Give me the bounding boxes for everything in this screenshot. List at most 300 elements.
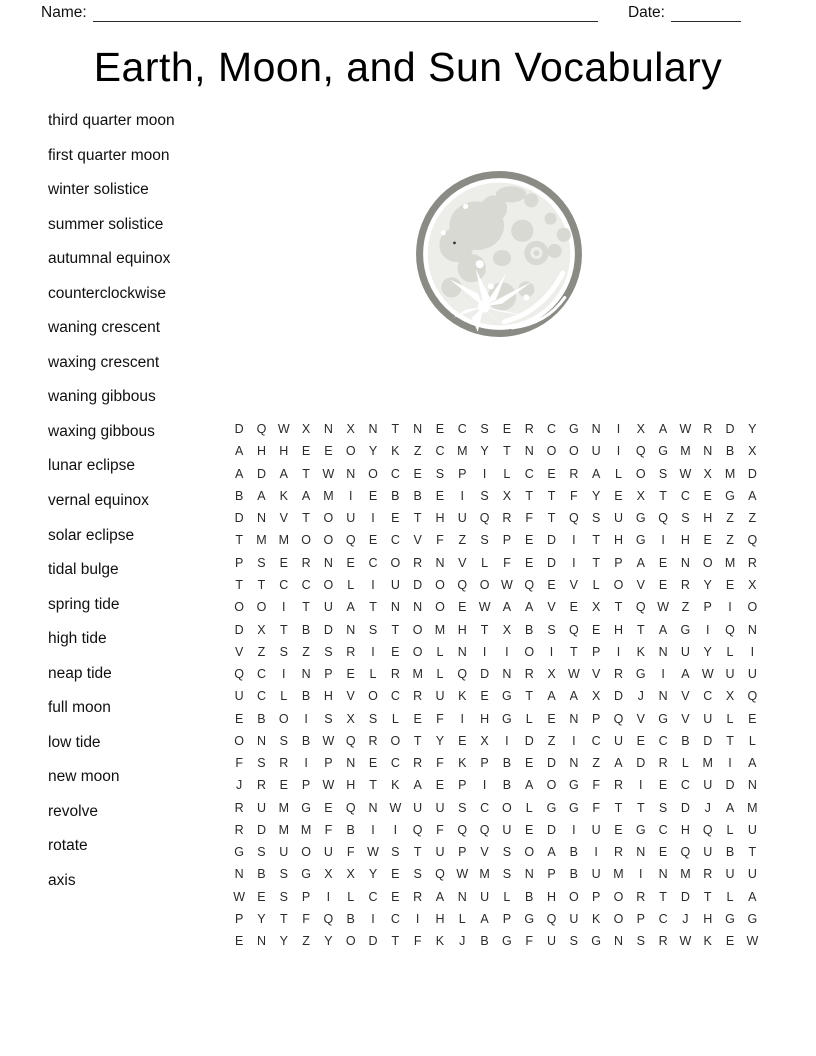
grid-cell: O <box>323 577 334 592</box>
grid-cell: E <box>435 422 445 437</box>
grid-cell: I <box>572 555 576 570</box>
grid-cell: Z <box>726 511 734 526</box>
grid-cell: E <box>636 733 645 748</box>
grid-cell: A <box>435 889 445 904</box>
grid-cell: R <box>413 889 423 904</box>
grid-cell: A <box>658 622 668 637</box>
grid-cell: C <box>680 778 690 793</box>
grid-cell: D <box>725 778 735 793</box>
grid-cell: G <box>546 800 557 815</box>
grid-cell: I <box>639 867 643 882</box>
grid-cell: R <box>368 733 378 748</box>
grid-cell: V <box>681 689 690 704</box>
grid-cell: P <box>614 555 623 570</box>
grid-cell: T <box>480 622 489 637</box>
grid-cell: E <box>257 889 266 904</box>
grid-cell: I <box>460 488 465 503</box>
grid-cell: C <box>591 733 601 748</box>
grid-cell: N <box>680 555 690 570</box>
grid-cell: B <box>525 622 534 637</box>
grid-cell: X <box>346 867 355 882</box>
grid-cell: U <box>725 867 735 882</box>
grid-cell: W <box>679 466 692 481</box>
grid-cell: S <box>324 644 333 659</box>
grid-cell: N <box>346 466 356 481</box>
grid-cell: T <box>369 600 377 615</box>
grid-cell: C <box>368 555 378 570</box>
grid-cell: Q <box>323 911 334 926</box>
grid-cell: R <box>658 934 668 949</box>
grid-cell: E <box>435 778 445 793</box>
grid-cell: U <box>680 644 690 659</box>
grid-cell: O <box>301 845 311 860</box>
grid-cell: X <box>502 622 512 637</box>
grid-cell: O <box>635 466 646 481</box>
grid-cell: C <box>658 822 668 837</box>
grid-cell: X <box>748 444 757 459</box>
grid-cell: V <box>681 711 690 726</box>
grid-cell: N <box>747 778 757 793</box>
grid-cell: A <box>502 600 512 615</box>
grid-cell: B <box>569 867 579 882</box>
grid-cell: T <box>257 577 266 592</box>
grid-cell: I <box>728 600 732 615</box>
grid-cell: W <box>701 667 714 682</box>
grid-cell: V <box>480 845 489 860</box>
grid-cell: A <box>569 689 579 704</box>
grid-cell: D <box>368 934 378 949</box>
grid-cell: E <box>569 600 579 615</box>
grid-cell: F <box>436 533 444 548</box>
grid-cell: U <box>413 800 423 815</box>
grid-cell: E <box>458 733 467 748</box>
grid-cell: Q <box>457 667 468 682</box>
grid-cell: P <box>458 466 467 481</box>
grid-cell: Q <box>725 622 735 637</box>
grid-cell: A <box>658 422 668 437</box>
grid-cell: C <box>390 533 400 548</box>
grid-cell: Y <box>748 422 757 437</box>
grid-cell: O <box>234 600 245 615</box>
grid-cell: E <box>279 555 288 570</box>
grid-cell: G <box>747 911 758 926</box>
grid-cell: Q <box>234 667 245 682</box>
grid-cell: A <box>614 756 623 771</box>
grid-cell: O <box>390 555 401 570</box>
grid-cell: N <box>502 667 512 682</box>
date-blank-line <box>671 7 741 22</box>
grid-cell: P <box>301 889 311 904</box>
grid-cell: N <box>323 555 333 570</box>
grid-cell: E <box>346 555 355 570</box>
grid-cell: I <box>482 644 487 659</box>
grid-cell: K <box>435 934 445 949</box>
grid-cell: E <box>279 778 288 793</box>
grid-cell: I <box>304 756 308 771</box>
word-item: winter solistice <box>48 181 149 199</box>
grid-cell: X <box>725 689 735 704</box>
grid-cell: C <box>480 800 490 815</box>
grid-cell: B <box>525 889 534 904</box>
grid-cell: Q <box>747 689 758 704</box>
grid-cell: M <box>680 444 691 459</box>
grid-cell: M <box>724 466 736 481</box>
grid-cell: X <box>547 667 556 682</box>
grid-cell: L <box>347 889 355 904</box>
grid-cell: S <box>324 711 333 726</box>
grid-cell: U <box>390 577 400 592</box>
grid-cell: M <box>278 822 289 837</box>
word-item: waning gibbous <box>48 388 156 406</box>
grid-cell: O <box>368 466 378 481</box>
grid-cell: U <box>279 845 289 860</box>
word-item: waxing gibbous <box>48 422 155 440</box>
grid-cell: W <box>367 845 379 860</box>
grid-cell: L <box>726 711 734 726</box>
grid-cell: D <box>256 822 266 837</box>
grid-cell: I <box>348 488 353 503</box>
grid-cell: E <box>458 600 467 615</box>
grid-cell: I <box>572 822 576 837</box>
grid-cell: W <box>277 422 290 437</box>
grid-cell: Y <box>591 488 601 503</box>
grid-cell: G <box>658 711 668 726</box>
grid-cell: O <box>613 911 624 926</box>
grid-cell: T <box>570 644 578 659</box>
grid-cell: I <box>371 644 375 659</box>
grid-cell: M <box>747 800 758 815</box>
grid-cell: P <box>458 778 467 793</box>
grid-cell: Z <box>748 511 757 526</box>
word-item: rotate <box>48 837 88 855</box>
grid-cell: E <box>324 800 333 815</box>
grid-cell: A <box>547 689 556 704</box>
grid-cell: I <box>371 822 375 837</box>
grid-cell: E <box>547 466 556 481</box>
grid-cell: N <box>413 422 423 437</box>
grid-cell: R <box>636 889 646 904</box>
grid-cell: F <box>235 756 243 771</box>
grid-cell: R <box>680 577 690 592</box>
grid-cell: S <box>368 622 378 637</box>
grid-cell: T <box>659 488 667 503</box>
grid-cell: Y <box>368 444 378 459</box>
grid-cell: S <box>480 488 489 503</box>
grid-cell: L <box>436 644 444 659</box>
word-item: neap tide <box>48 664 112 682</box>
grid-cell: U <box>747 667 757 682</box>
grid-cell: H <box>435 511 445 526</box>
grid-cell: F <box>570 488 578 503</box>
grid-cell: E <box>658 845 668 860</box>
grid-cell: I <box>661 667 665 682</box>
grid-cell: H <box>703 911 713 926</box>
grid-cell: C <box>390 466 400 481</box>
grid-cell: S <box>480 422 489 437</box>
grid-cell: E <box>391 889 400 904</box>
grid-cell: F <box>346 845 355 860</box>
grid-cell: D <box>547 555 557 570</box>
grid-cell: O <box>435 577 445 592</box>
grid-cell: S <box>368 711 378 726</box>
word-item: first quarter moon <box>48 146 170 164</box>
grid-cell: I <box>371 511 375 526</box>
grid-cell: B <box>301 622 311 637</box>
grid-cell: B <box>391 488 400 503</box>
grid-cell: W <box>322 466 335 481</box>
grid-cell: R <box>524 422 534 437</box>
grid-cell: C <box>658 733 668 748</box>
grid-cell: D <box>524 733 534 748</box>
word-item: high tide <box>48 630 107 648</box>
grid-cell: E <box>413 711 422 726</box>
grid-cell: F <box>592 800 600 815</box>
grid-cell: Z <box>592 756 600 771</box>
word-list <box>48 111 175 906</box>
grid-cell: U <box>613 733 623 748</box>
grid-cell: Q <box>680 845 691 860</box>
word-item: waning crescent <box>48 319 161 337</box>
grid-cell: C <box>279 577 289 592</box>
grid-cell: R <box>524 667 534 682</box>
grid-cell: P <box>324 667 333 682</box>
grid-cell: T <box>302 600 310 615</box>
grid-cell: X <box>324 867 333 882</box>
grid-cell: V <box>234 644 244 659</box>
grid-cell: H <box>323 689 333 704</box>
grid-cell: O <box>524 644 535 659</box>
name-label: Name: <box>41 4 87 21</box>
grid-cell: L <box>481 555 489 570</box>
grid-cell: A <box>234 444 244 459</box>
grid-cell: T <box>614 600 623 615</box>
grid-cell: N <box>636 845 646 860</box>
grid-cell: S <box>279 867 288 882</box>
grid-cell: S <box>591 511 601 526</box>
grid-cell: K <box>458 689 467 704</box>
grid-cell: T <box>302 511 310 526</box>
grid-cell: Y <box>703 644 712 659</box>
grid-cell: O <box>546 444 557 459</box>
grid-cell: F <box>525 934 534 949</box>
grid-cell: S <box>279 889 288 904</box>
grid-cell: B <box>413 488 422 503</box>
grid-cell: N <box>435 555 445 570</box>
grid-cell: N <box>346 622 356 637</box>
grid-cell: U <box>346 511 356 526</box>
grid-cell: X <box>748 577 757 592</box>
grid-cell: T <box>391 622 400 637</box>
crater-ring-dot <box>533 250 539 256</box>
grid-cell: S <box>547 622 556 637</box>
grid-cell: S <box>257 845 266 860</box>
grid-cell: W <box>567 667 580 682</box>
grid-cell: R <box>613 667 623 682</box>
grid-cell: Z <box>726 533 734 548</box>
grid-cell: G <box>524 911 535 926</box>
grid-cell: A <box>748 488 757 503</box>
grid-cell: U <box>703 845 713 860</box>
grid-cell: R <box>502 511 512 526</box>
grid-cell: W <box>679 934 692 949</box>
grid-cell: W <box>501 577 513 592</box>
grid-cell: E <box>748 711 757 726</box>
grid-cell: D <box>256 466 266 481</box>
grid-cell: V <box>279 511 288 526</box>
grid-cell: L <box>525 800 533 815</box>
grid-cell: E <box>725 577 735 592</box>
grid-cell: Y <box>324 934 333 949</box>
grid-cell: Q <box>702 822 713 837</box>
grid-cell: Q <box>568 622 579 637</box>
grid-cell: E <box>413 466 422 481</box>
grid-cell: L <box>748 733 756 748</box>
grid-cell: O <box>368 689 378 704</box>
word-item: low tide <box>48 733 101 751</box>
grid-cell: U <box>591 822 601 837</box>
grid-cell: S <box>257 756 266 771</box>
grid-cell: T <box>659 889 667 904</box>
grid-cell: E <box>614 488 623 503</box>
grid-cell: T <box>636 800 645 815</box>
word-item: vernal equinox <box>48 492 149 510</box>
grid-cell: I <box>616 422 621 437</box>
word-item: summer solistice <box>48 215 164 233</box>
grid-cell: L <box>347 577 355 592</box>
grid-cell: U <box>703 711 713 726</box>
grid-cell: B <box>257 867 266 882</box>
grid-cell: P <box>591 889 601 904</box>
grid-cell: R <box>747 555 757 570</box>
grid-cell: U <box>435 689 445 704</box>
grid-cell: D <box>680 800 690 815</box>
word-item: solar eclipse <box>48 526 135 544</box>
grid-cell: A <box>547 845 556 860</box>
grid-cell: M <box>434 622 446 637</box>
grid-cell: Q <box>412 822 423 837</box>
grid-cell: U <box>569 911 579 926</box>
word-item: axis <box>48 872 76 890</box>
grid-cell: H <box>613 533 623 548</box>
grid-cell: Q <box>256 422 267 437</box>
grid-cell: K <box>391 778 400 793</box>
grid-cell: E <box>525 555 534 570</box>
grid-cell: L <box>436 667 444 682</box>
grid-cell: C <box>703 689 713 704</box>
grid-cell: B <box>346 911 355 926</box>
grid-cell: X <box>636 422 645 437</box>
grid-cell: E <box>658 778 668 793</box>
grid-cell: L <box>726 889 734 904</box>
grid-cell: P <box>502 533 512 548</box>
grid-cell: Y <box>480 444 489 459</box>
grid-cell: I <box>616 444 621 459</box>
grid-cell: X <box>346 422 355 437</box>
grid-cell: I <box>661 533 665 548</box>
grid-cell: O <box>256 600 267 615</box>
word-item: lunar eclipse <box>48 457 136 475</box>
grid-cell: M <box>702 756 713 771</box>
grid-cell: H <box>680 533 690 548</box>
grid-cell: H <box>703 511 713 526</box>
grid-cell: O <box>412 622 423 637</box>
grid-cell: L <box>458 911 466 926</box>
grid-cell: H <box>547 889 557 904</box>
grid-cell: T <box>547 488 556 503</box>
header <box>41 4 741 25</box>
grid-cell: F <box>592 778 600 793</box>
grid-cell: O <box>323 511 334 526</box>
grid-cell: O <box>435 600 445 615</box>
grid-cell: Y <box>435 733 445 748</box>
grid-cell: B <box>301 689 311 704</box>
grid-cell: O <box>278 711 289 726</box>
grid-cell: O <box>502 800 512 815</box>
grid-cell: D <box>547 756 557 771</box>
grid-cell: X <box>301 422 311 437</box>
grid-cell: J <box>704 800 711 815</box>
grid-cell: U <box>435 800 445 815</box>
word-item: counterclockwise <box>48 284 167 302</box>
grid-cell: I <box>594 845 598 860</box>
grid-cell: O <box>568 444 579 459</box>
grid-cell: S <box>658 466 668 481</box>
grid-cell: E <box>391 644 400 659</box>
grid-cell: U <box>502 822 512 837</box>
grid-cell: E <box>391 511 400 526</box>
grid-cell: I <box>482 466 487 481</box>
grid-cell: V <box>458 555 467 570</box>
grid-cell: E <box>591 622 601 637</box>
grid-cell: F <box>324 822 333 837</box>
grid-cell: Q <box>613 711 624 726</box>
grid-cell: G <box>635 533 646 548</box>
page-title: Earth, Moon, and Sun Vocabulary <box>93 44 723 90</box>
grid-cell: G <box>502 711 512 726</box>
grid-cell: I <box>460 711 465 726</box>
grid-cell: C <box>435 444 445 459</box>
grid-cell: G <box>301 800 311 815</box>
grid-cell: W <box>657 600 669 615</box>
grid-cell: Z <box>681 600 690 615</box>
grid-cell: Q <box>435 867 445 882</box>
grid-cell: S <box>413 867 422 882</box>
grid-cell: V <box>569 577 579 592</box>
grid-cell: T <box>391 934 400 949</box>
grid-cell: O <box>412 644 423 659</box>
grid-cell: N <box>413 600 423 615</box>
grid-cell: G <box>635 822 646 837</box>
grid-cell: I <box>282 600 286 615</box>
grid-cell: N <box>457 644 467 659</box>
grid-cell: N <box>747 622 757 637</box>
grid-cell: C <box>680 488 690 503</box>
grid-cell: R <box>613 778 623 793</box>
grid-cell: X <box>257 622 266 637</box>
grid-cell: B <box>725 444 735 459</box>
grid-cell: M <box>278 800 289 815</box>
grid-cell: N <box>368 800 378 815</box>
grid-cell: W <box>233 889 246 904</box>
grid-cell: O <box>613 889 624 904</box>
grid-cell: L <box>726 822 734 837</box>
grid-cell: S <box>279 644 288 659</box>
grid-cell: G <box>568 778 579 793</box>
grid-cell: T <box>503 444 511 459</box>
grid-cell: A <box>525 778 534 793</box>
grid-cell: Q <box>524 577 535 592</box>
grid-cell: T <box>413 845 422 860</box>
